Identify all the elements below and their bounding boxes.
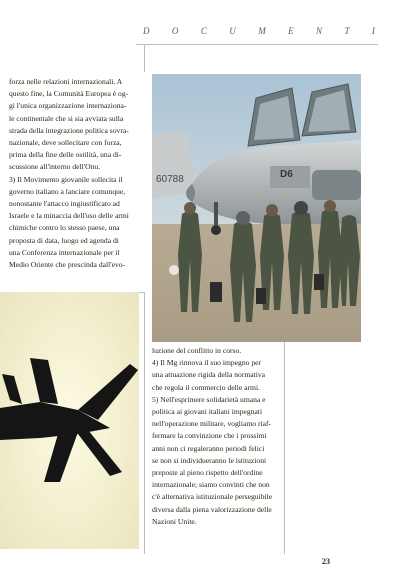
text-line: 5) Nell'esprimere solidarietà umana e — [152, 394, 266, 404]
text-line: una Conferenza internazionale per il — [9, 247, 120, 257]
text-column-right — [152, 345, 280, 528]
header-letter: N — [316, 26, 323, 36]
text-line: proposta di data, luogo ed agenda di — [9, 235, 119, 245]
text-line: Nazioni Unite. — [152, 516, 197, 526]
text-line: scussione all'interno dell'Onu. — [9, 162, 101, 172]
text-line: nazionale, deve sollecitare con forza, — [9, 138, 122, 148]
text-line: fermare la convinzione che i prossimi — [152, 431, 267, 441]
page-number: 23 — [322, 557, 330, 566]
header-letter: I — [371, 26, 375, 36]
text-line: preposte al pieno rispetto dell'ordine — [152, 468, 263, 478]
header-rule — [136, 44, 378, 45]
header-letter: E — [288, 26, 294, 36]
text-line: nell'operazione militare, vogliamo riaf- — [152, 419, 272, 429]
text-line: chimiche contro lo stesso paese, una — [9, 223, 120, 233]
text-line: governo italiano a lanciare comunque, — [9, 186, 126, 196]
header-letter: M — [258, 26, 266, 36]
text-line: 4) Il Mg rinnova il suo impegno per — [152, 358, 262, 368]
photo-jet-silhouette — [0, 292, 139, 549]
aircrew-jet-illustration — [152, 74, 361, 342]
header-letter: O — [171, 26, 179, 36]
header-letter: C — [200, 26, 207, 36]
column-divider — [284, 342, 285, 554]
text-line: Israele e la minaccia dell'uso delle armi — [9, 211, 129, 221]
text-line: nonostante l'attacco ingiustificato ad — [9, 199, 120, 209]
text-line: internazionale; siamo convinti che non — [152, 480, 270, 490]
header-letter: T — [344, 26, 350, 36]
nose-code: D6 — [280, 169, 293, 180]
text-line: 3) Il Movimento giovanile sollecita il — [9, 174, 123, 184]
text-line: anni non ci regaleranno periodi felici — [152, 443, 265, 453]
text-line: diversa dalla piena valorizzazione delle — [152, 504, 272, 514]
photo-aircrew-and-jet — [152, 74, 361, 342]
text-line: forza nelle relazioni internazionali. A — [9, 77, 123, 86]
text-line: strada della integrazione politica sovra- — [9, 125, 129, 135]
text-line: che regola il commercio delle armi. — [152, 382, 260, 392]
text-column-left — [9, 76, 139, 271]
jet-silhouette-illustration — [0, 292, 139, 549]
column-divider — [144, 292, 145, 554]
section-header — [143, 26, 375, 40]
text-line: questo fine, la Comunità Europea è og- — [9, 89, 129, 99]
header-letter: D — [143, 26, 150, 36]
text-line: se non si individueranno le istituzioni — [152, 455, 267, 465]
text-line: Medio Oriente che prescinda dall'evo- — [9, 260, 126, 270]
text-line: prima della fine delle ostilità, una di- — [9, 150, 122, 160]
tail-code: 60788 — [156, 174, 184, 185]
header-letter: U — [229, 26, 236, 36]
text-line: una attuazione rigida della normativa — [152, 370, 266, 380]
text-line: gi l'unica organizzazione internaziona- — [9, 101, 127, 111]
text-line: c'è alternativa istituzionale perseguibile — [152, 492, 273, 502]
text-line: luzione del conflitto in corso. — [152, 346, 242, 355]
text-line: le continentale che si sia avviata sulla — [9, 113, 124, 123]
text-line: politica ai giovani italiani impegnati — [152, 407, 263, 417]
column-divider — [144, 44, 145, 72]
